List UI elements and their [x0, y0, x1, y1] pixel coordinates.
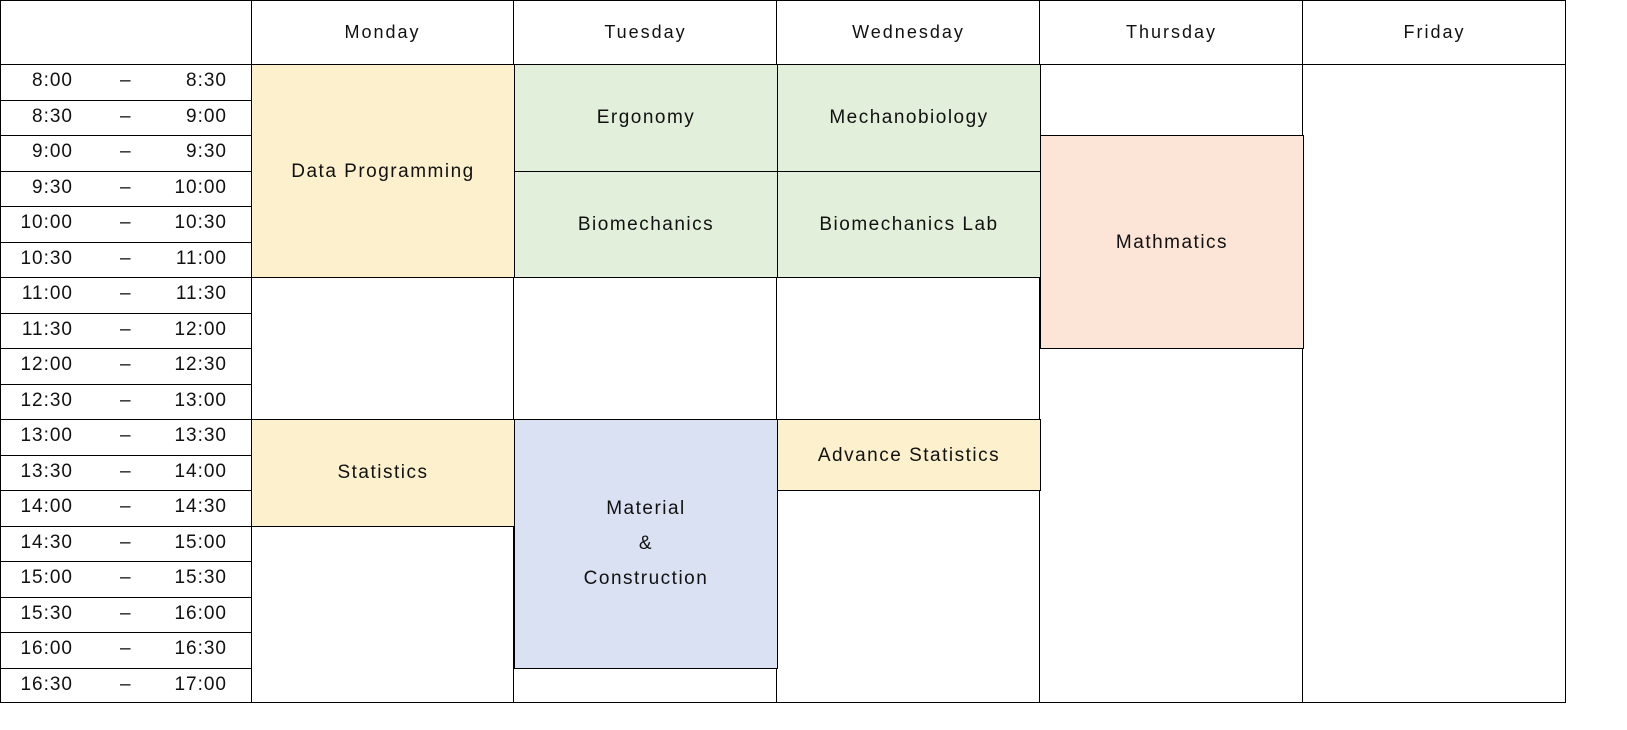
slot-end-time: 17:00 [174, 673, 227, 695]
day-header-friday: Friday [1403, 21, 1466, 42]
slot-start-time: 14:30 [20, 531, 73, 553]
slot-separator: – [120, 567, 132, 588]
slot-separator: – [120, 389, 132, 411]
grid-line [0, 526, 251, 527]
slot-separator: – [120, 212, 132, 233]
grid-line [0, 313, 251, 314]
slot-separator: – [120, 531, 132, 553]
slot-start-time: 14:00 [20, 496, 73, 517]
slot-start-time: 11:00 [21, 283, 73, 304]
grid-line [0, 0, 1566, 1]
slot-start-time: 13:30 [20, 460, 73, 482]
slot-separator: – [120, 176, 132, 198]
slot-separator: – [120, 70, 132, 91]
grid-line [0, 597, 251, 598]
course-name: & [638, 533, 654, 555]
slot-separator: – [120, 318, 132, 340]
slot-separator: – [120, 673, 132, 695]
slot-end-time: 11:00 [175, 247, 227, 269]
slot-end-time: 14:30 [174, 496, 227, 517]
slot-end-time: 8:30 [186, 70, 227, 91]
grid-line [0, 0, 1, 703]
grid-line [1565, 0, 1566, 703]
course-block [251, 419, 515, 527]
course-block [514, 64, 778, 172]
slot-separator: – [120, 602, 132, 624]
slot-start-time: 11:30 [21, 318, 73, 340]
course-block [251, 64, 515, 278]
slot-end-time: 14:00 [174, 460, 227, 482]
slot-end-time: 12:00 [174, 318, 227, 340]
course-block [1040, 135, 1304, 349]
slot-end-time: 16:00 [174, 602, 227, 624]
slot-separator: – [120, 496, 132, 517]
grid-line [0, 702, 1566, 703]
slot-separator: – [120, 247, 132, 269]
slot-separator: – [120, 141, 132, 162]
grid-line [0, 100, 251, 101]
slot-separator: – [120, 354, 132, 375]
slot-start-time: 8:30 [32, 105, 73, 127]
slot-start-time: 12:30 [20, 389, 73, 411]
slot-end-time: 11:30 [175, 283, 227, 304]
day-header-monday: Monday [344, 21, 421, 42]
course-name: Data Programming [291, 160, 475, 182]
grid-line [1302, 0, 1303, 703]
slot-start-time: 15:00 [20, 567, 73, 588]
slot-start-time: 10:00 [20, 212, 73, 233]
grid-line [0, 206, 251, 207]
course-block [777, 171, 1041, 279]
course-block [514, 419, 778, 669]
course-name: Mechanobiology [829, 107, 989, 129]
course-name: Construction [583, 568, 709, 590]
slot-end-time: 9:30 [186, 141, 227, 162]
day-header-thursday: Thursday [1125, 21, 1218, 42]
grid-line [0, 277, 251, 278]
course-name: Biomechanics Lab [819, 213, 999, 235]
slot-separator: – [120, 638, 132, 659]
slot-start-time: 12:00 [20, 354, 73, 375]
course-name: Material [606, 498, 686, 520]
course-block [514, 171, 778, 279]
slot-separator: – [120, 425, 132, 446]
slot-start-time: 9:00 [32, 141, 73, 162]
slot-end-time: 10:30 [174, 212, 227, 233]
grid-line [0, 419, 251, 420]
slot-separator: – [120, 460, 132, 482]
slot-end-time: 16:30 [174, 638, 227, 659]
course-name: Mathmatics [1115, 231, 1229, 253]
slot-end-time: 12:30 [174, 354, 227, 375]
slot-start-time: 15:30 [20, 602, 73, 624]
slot-end-time: 13:00 [174, 389, 227, 411]
slot-start-time: 10:30 [20, 247, 73, 269]
grid-line [0, 384, 251, 385]
slot-end-time: 15:00 [174, 531, 227, 553]
grid-line [0, 348, 251, 349]
grid-line [0, 561, 251, 562]
slot-separator: – [120, 283, 132, 304]
course-block [777, 64, 1041, 172]
course-name: Biomechanics [577, 213, 715, 235]
grid-line [0, 632, 251, 633]
slot-start-time: 16:00 [20, 638, 73, 659]
slot-start-time: 13:00 [20, 425, 73, 446]
grid-line [0, 135, 251, 136]
grid-line [0, 668, 251, 669]
grid-line [0, 490, 251, 491]
slot-end-time: 10:00 [174, 176, 227, 198]
course-block [777, 419, 1041, 491]
course-name: Ergonomy [596, 107, 696, 129]
slot-start-time: 16:30 [20, 673, 73, 695]
grid-line [0, 171, 251, 172]
slot-start-time: 9:30 [32, 176, 73, 198]
slot-separator: – [120, 105, 132, 127]
slot-end-time: 9:00 [186, 105, 227, 127]
day-header-tuesday: Tuesday [604, 21, 687, 42]
slot-end-time: 15:30 [174, 567, 227, 588]
course-name: Advance Statistics [817, 444, 1001, 466]
grid-line [0, 242, 251, 243]
slot-end-time: 13:30 [174, 425, 227, 446]
grid-line [0, 455, 251, 456]
course-name: Statistics [337, 462, 429, 484]
slot-start-time: 8:00 [32, 70, 73, 91]
day-header-wednesday: Wednesday [852, 21, 965, 42]
